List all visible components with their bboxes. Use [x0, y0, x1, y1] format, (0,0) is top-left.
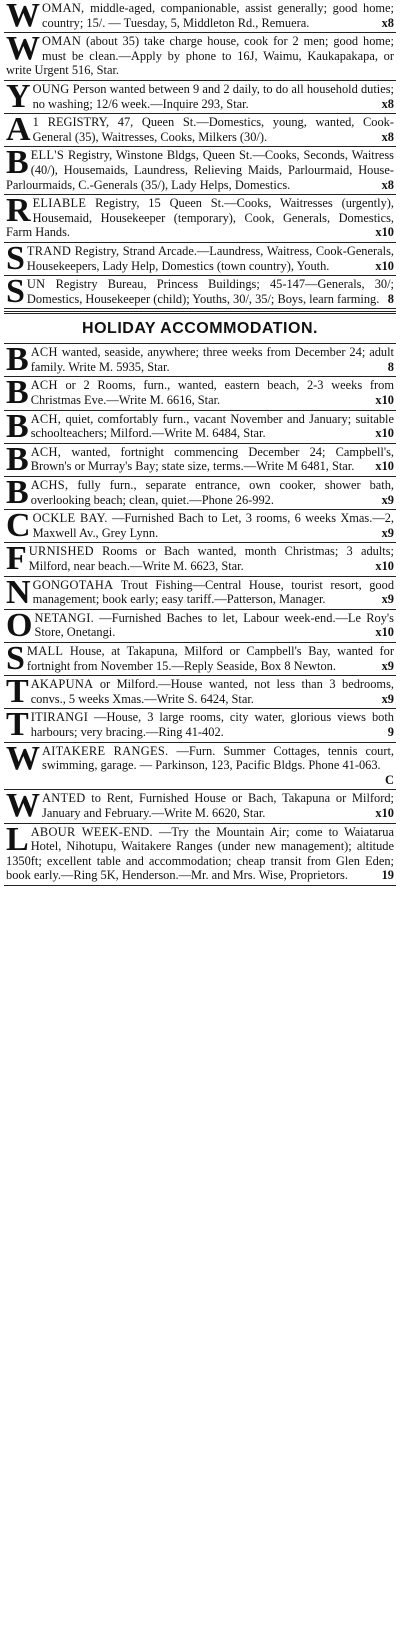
classified-ad: [4, 276, 396, 309]
classified-ad: [4, 444, 396, 477]
ad-lead-word: URNISHED: [28, 544, 94, 559]
ad-reference-code: x10: [375, 258, 394, 273]
ad-reference-code: x8: [381, 129, 394, 144]
drop-cap: W: [6, 0, 40, 34]
ad-text: House, at Takapuna, Milford or Campbell's Bay, wanted for fortnight from November 15.—Reply Seaside, Box 8 Newton.: [26, 643, 394, 673]
ad-lead-word: ABOUR WEEK-END.: [30, 824, 153, 839]
ad-reference-code: 9: [387, 724, 394, 739]
ad-reference-code: 19: [381, 868, 394, 883]
ad-text: Trout Fishing—Central House, tourist resort, good management; book early; easy tariff.—Patterson, Manager.: [32, 577, 395, 607]
classified-ad: [4, 643, 396, 676]
drop-cap: R: [6, 195, 31, 230]
ad-text: to Rent, Furnished House or Bach, Takapuna or Milford; January and February.—Write M. 6620, Star.: [42, 791, 394, 820]
ad-reference-code: x10: [375, 225, 394, 240]
classified-ad: [4, 676, 396, 709]
classified-ad: [4, 824, 396, 886]
ad-text: middle-aged, companionable, assist generally; good home; country; 15/. — Tuesday, 5, Middleton Rd., Remuera.: [42, 1, 394, 30]
drop-cap: O: [6, 609, 33, 643]
classified-ad: [4, 709, 396, 742]
ad-text: Person wanted between 9 and 2 daily, to do all household duties; no washing; 12/6 week.—Inquire 293, Star.: [32, 81, 394, 111]
classified-column: [4, 0, 396, 886]
ad-text: fully furn., separate entrance, own cooker, shower bath, overlooking beach; clean, quiet.—Phone 26-992.: [30, 478, 394, 507]
ad-lead-word: OCKLE BAY.: [32, 511, 108, 526]
ad-lead-word: NETANGI.: [34, 610, 95, 625]
ad-text: —House, 3 large rooms, city water, glorious views both harbours; very bracing.—Ring 41-402.: [30, 710, 394, 739]
classified-ad: [4, 147, 396, 195]
ad-lead-word: TRAND: [26, 243, 72, 258]
classified-ad: [4, 743, 396, 791]
ad-reference-code: x10: [375, 393, 394, 408]
ad-text: —Try the Mountain Air; come to Waiatarua Hotel, Nihotupu, Waitakere Ranges (under new management); altitude 1350ft; excellent table and accommodation; cheap transit from Glen Eden; book early.—Ring 5K, Henderson.—Mr. and Mrs. Wise, Proprietors.: [6, 824, 394, 883]
ad-reference-code: x9: [381, 691, 394, 706]
ad-reference-code: 8: [387, 359, 394, 374]
ad-lead-word: ACHS,: [30, 478, 69, 493]
ad-lead-word: ACH,: [30, 444, 62, 459]
ad-text: —Furnished Bach to Let, 3 rooms, 6 weeks Xmas.—2, Maxwell Av., Grey Lynn.: [32, 511, 395, 540]
ad-lead-word: GONGOTAHA: [32, 577, 114, 592]
ad-text: Rooms or Bach wanted, month Christmas; 3 adults; Milford, near beach.—Write M. 6623, Star.: [28, 544, 394, 573]
ad-text: quiet, comfortably furn., vacant November and January; suitable schoolteachers; Milford.—Write M. 6484, Star.: [30, 411, 394, 441]
drop-cap: W: [6, 790, 40, 824]
ad-reference-code: C: [385, 772, 394, 787]
drop-cap: Y: [6, 80, 31, 115]
drop-cap: S: [6, 276, 25, 310]
ad-lead-word: OMAN: [42, 34, 82, 49]
ad-text: (about 35) take charge house, cook for 2 men; good home; must be clean.—Apply by phone to 16J, Waimu, Kaukapakapa, or write Urgent 516, Star.: [6, 34, 394, 78]
ad-reference-code: x8: [381, 96, 394, 111]
ad-text: wanted, seaside, anywhere; three weeks from December 24; adult family. Write M. 5935, Star.: [30, 345, 394, 374]
ad-text: or Milford.—House wanted, not less than 3 bedrooms, convs., 5 weeks Xmas.—Write S. 6424, Star.: [30, 677, 394, 706]
classified-ad: [4, 377, 396, 410]
drop-cap: C: [6, 510, 31, 544]
classified-ad: [4, 33, 396, 81]
classified-ad: [4, 114, 396, 147]
ad-text: Registry, Strand Arcade.—Laundress, Waitress, Cook-Generals, Housekeepers, Lady Help, Domestics (town country), Youth.: [26, 243, 394, 273]
drop-cap: S: [6, 242, 25, 277]
drop-cap: F: [6, 543, 27, 577]
classified-ad: [4, 411, 396, 444]
ad-text: Registry, Winstone Bldgs, Queen St.—Cooks, Seconds, Waitress (40/), Housemaids, Laundress, Relieving Maids, Parlourmaid, House-Parlourmaids, C.-Generals (35/), Lady Helps, Domestics.: [6, 148, 394, 192]
classified-ad: [4, 344, 396, 377]
ad-text: or 2 Rooms, furn., wanted, eastern beach, 2-3 weeks from Christmas Eve.—Write M. 6616, Star.: [30, 378, 394, 408]
drop-cap: T: [6, 676, 29, 710]
holiday-accommodation-group: [4, 344, 396, 886]
ad-reference-code: x10: [375, 559, 394, 573]
classified-ad: [4, 195, 396, 243]
drop-cap: B: [6, 443, 29, 478]
ad-lead-word: ITIRANGI: [30, 710, 89, 725]
drop-cap: S: [6, 642, 25, 677]
ad-text: wanted, fortnight commencing December 24; Campbell's, Brown's or Murray's Bay; state size, terms.—Write M 6481, Star.: [30, 444, 394, 474]
ad-reference-code: x10: [375, 459, 394, 474]
ad-reference-code: x8: [381, 177, 394, 192]
ad-reference-code: x9: [381, 592, 394, 607]
ad-reference-code: x10: [375, 426, 394, 441]
ad-lead-word: AITAKERE RANGES.: [42, 743, 169, 758]
drop-cap: B: [6, 377, 29, 411]
ad-text: Registry Bureau, Princess Buildings; 45-147—Generals, 30/; Domestics, Housekeeper (child); Youths, 30/, 35/; Boys, learn farming.: [26, 277, 394, 306]
drop-cap: B: [6, 410, 29, 444]
ad-lead-word: MALL: [26, 643, 64, 658]
ad-reference-code: x9: [381, 492, 394, 507]
classified-ad: [4, 790, 396, 823]
classified-ad: [4, 610, 396, 643]
classified-ad: [4, 477, 396, 510]
ad-lead-word: UN: [26, 277, 46, 292]
ad-lead-word: ACH: [30, 378, 58, 393]
ad-lead-word: 1: [32, 115, 40, 130]
ad-reference-code: x9: [381, 525, 394, 540]
ad-lead-word: OUNG: [32, 81, 70, 96]
classified-ad: [4, 81, 396, 114]
drop-cap: L: [6, 823, 29, 858]
ad-reference-code: x8: [381, 15, 394, 30]
situations-vacant-group: [4, 0, 396, 309]
ad-lead-word: ELIABLE: [32, 196, 87, 211]
drop-cap: B: [6, 344, 29, 378]
classified-ad: [4, 243, 396, 276]
ad-reference-code: x10: [375, 625, 394, 640]
ad-reference-code: 8: [387, 291, 394, 306]
ad-lead-word: OMAN,: [42, 1, 85, 15]
ad-text: REGISTRY, 47, Queen St.—Domestics, young, wanted, Cook-General (35), Waitresses, Cooks, Milkers (30/).: [32, 115, 394, 144]
ad-lead-word: ANTED: [42, 791, 86, 806]
section-heading: HOLIDAY ACCOMMODATION.: [4, 311, 396, 344]
drop-cap: W: [6, 742, 40, 777]
ad-text: —Furnished Baches to let, Labour week-end.—Le Roy's Store, Onetangi.: [34, 610, 394, 640]
ad-lead-word: ACH: [30, 345, 58, 360]
ad-reference-code: x10: [375, 805, 394, 820]
ad-lead-word: ELL'S: [30, 148, 65, 163]
ad-reference-code: x9: [381, 658, 394, 673]
drop-cap: T: [6, 709, 29, 743]
drop-cap: W: [6, 33, 40, 68]
classified-ad: [4, 510, 396, 543]
drop-cap: B: [6, 147, 29, 182]
classified-ad: [4, 543, 396, 576]
classified-ad: [4, 577, 396, 610]
classified-ad: [4, 0, 396, 33]
ad-lead-word: ACH,: [30, 411, 62, 426]
ad-text: —Furn. Summer Cottages, tennis court, swimming, garage. — Parkinson, 123, Pacific Bldgs. Phone 41-063.: [42, 743, 394, 773]
ad-text: Registry, 15 Queen St.—Cooks, Waitresses (urgently), Housemaid, Housekeeper (temporary), Cook, Generals, Domestics, Farm Hands.: [6, 196, 394, 240]
ad-lead-word: AKAPUNA: [30, 677, 94, 692]
drop-cap: A: [6, 114, 31, 148]
drop-cap: B: [6, 477, 29, 511]
drop-cap: N: [6, 576, 31, 610]
